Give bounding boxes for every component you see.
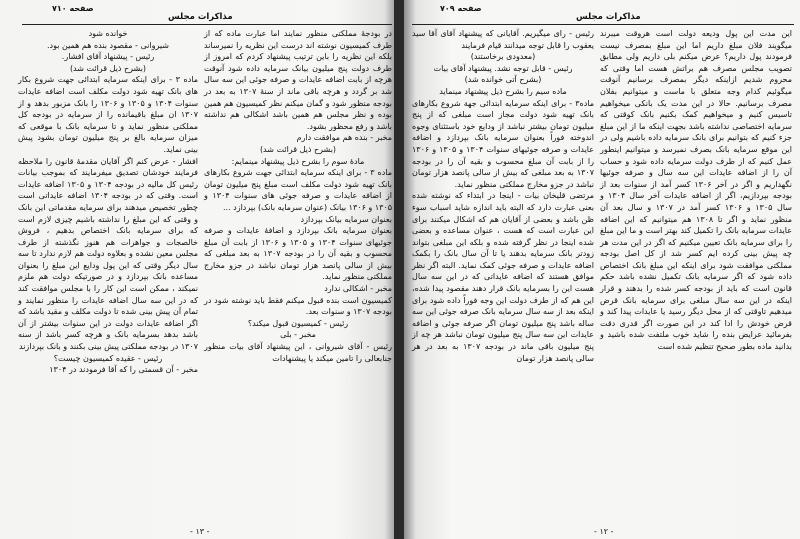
paragraph: (معدودی برخاستند)	[470, 52, 536, 62]
page-title: مذاکرات مجلس	[168, 12, 233, 22]
text-column-right	[600, 28, 792, 353]
paragraph: مرتضی قلیخان بیات - اینجا در ابتداء که نوشته شده بعنی عبارت دارد که البته باید اندازه شاید اسباب سوء ظن باشد و بعضی از آقایان هم که اشکال میکنند برای این عبارت است که هست ، عنوان مساعده و بعضی شده اینجا در نظر گرفته شده و بلکه این مبلغی بتواند زودتر بانک سرمایه بدهند یا تا آن سال بانک را بکمک اضافه عایدات و صرفه جوئی کمک نماید. البته اگر نظر موافق هستند که اضافه عایداتی که در این سه سال هست این را بسرمایه بانک قرار دهند مقصود پیدا شده، این هم که از طرف دولت این وجه فوراً داده شود برای اینکه بعد از سه سال سرمایه بانک صرفه جوئی این سه ساله باشد پنج میلیون تومان اگر صرفه جوئی و اضافه عایدات این سه سال پنج میلیون تومان نباشد هر چه از پنج میلیون باقی ماند در بودجه ۱۳۰۷ به بعد در هر سالی پانصد هزار تومان	[412, 191, 595, 363]
paragraph: این مدت این پول ودیعه دولت است هروقت میبرند میگویند فلان مبلغ داریم اما این مبلغ بمصرف نیست فرمودند پول داریم؟ عرض میکنم بلی داریم ولی مطابق تصویب مجلس مصرف هم براتش هست اما وقتی که محروم شدیم ازاینکه دیگر بمصرف برسانیم آنوقت میگوئیم کدام وجه متعلق با ماست و میتوانیم بفلان مصرف برسانیم. حالا در این مدت یک بانکی میخواهیم تاسیس کنیم و میخواهیم کمک بکنیم بانک کوقتی که سرمایه اختصاصی نداشته باشد بجهت اینکه ما از این مبلغ جزء کنیم که بتوانیم برای بانک سرمایه داده باشیم ولی در این موقع سرمایه بانک بصرف نمیرسد و میتوانیم اینطور عمل کنیم که از طرف دولت سرمایه داده شود و حساب آن را از اضافه عایدات این سه سال و صرفه جوئیها نگهداریم و اگر در آخر ۱۳۰۶ کسر آمد از سنوات بعد از بودجه بپردازیم، اگر از اضافه عایدات آخر سال ۱۳۰۴ و سال ۱۳۰۵ و ۱۳۰۶ کسر آمد در ۱۳۰۷ و سال بعد آن منظور نماید و اگر تا ۱۳۰۸ هم میتوانیم که این اضافه عایدات سرمایه بانک را تکمیل کند بهتر است و ما این مبلغ را برای سرمایه بانک تعیین میکنیم که اگر در این مدت هر چه پیش بینی کرده ایم کسر شد از کل اصل بودجه مملکتی موافقت شود برای اینکه این مبلغ بانک اختصاص داده شود که اگر سرمایه بانک تکمیل نشده باشد حکم قانون است که باید از بودجه کسر شده را بدهند و قرار اینکه در این سه سال مبلغی برای سرمایه بانک قرض میدهیم تاوقتی که از محل دیگر رسید یا عایدات پیدا کند و قرض خودش را ادا کند در این صورت اگر قدری دقت بفرمائید عرایض بنده را شاید خوب ملتفت شده باشید و بدانید ماده بطور صحیح تنظیم شده است	[600, 29, 793, 352]
paragraph: مادهٔ سوم را بشرح ذیل پیشنهاد مینمایم:	[231, 156, 365, 166]
page-footer-number: - ۱۲ -	[594, 527, 614, 536]
paragraph: بعنوان سرمایه بانک بپردازد و اضافهٔ عایدات و صرفه جوئیهای سنوات ۱۳۰۴ و ۱۳۰۵ و ۱۳۰۶ از بابت آن مبلغ محسوب و بقیه آن را در بودجه ۱۳۰۷ به بعد مبلغی که بیش از سالی پانصد هزار تومان نباشد در جزو مخارج مملکتی منظور نماید.	[204, 226, 393, 282]
text-column-left	[18, 28, 198, 376]
paragraph: مخبر - آن قسمتی را که آقا فرمودند در ۱۳۰۴	[49, 365, 198, 375]
paragraph: خوانده شود	[88, 29, 128, 38]
paragraph: (بشرح آتی خوانده شد)	[464, 75, 542, 85]
paragraph: رئیس - رای میگیریم. آقایانی که پیشنهاد آقای آقا سید یعقوب را قابل توجه میدانند قیام فرمایند	[412, 29, 594, 50]
paragraph: بعنوان سرمایه بیانک بپردازد	[300, 214, 392, 224]
paragraph: در بودجهٔ مملکتی منظور نمایند اما عبارت ماده که از طرف کمیسیون نوشته اند درست این نظریه را نمیرساند بلکه این نظریه را باین ترتیب پیشنهاد کردم که امروز از طرف دولت پنج میلیون بیانک سرمایه داده شود آنوقت هرچه از بابت اضافه عایدات و صرفه جوئی این سه سال شد بر گردد و هرچه باقی ماند از سنهٔ ۱۳۰۷ به بعد در بودجه منظور شود و گمان میکنم نظر کمیسیون هم همین بوده و نظر مجلس هم همین باشد اشکالی هم نداشته باشد و رفع محظور بشود.	[204, 29, 392, 131]
page-number-label: صفحه ۷۱۰	[52, 4, 94, 13]
text-column-left	[412, 28, 594, 364]
paragraph: مخبر - اشکالی ندارد	[324, 284, 392, 294]
page-title: مذاکرات مجلس	[576, 12, 641, 22]
paragraph: ماده ۳ - برای اینکه سرمایه ابتدائی جهت شروع بکارهای بانک تهیه شود دولت مکلف است مبلغ پنج میلیون تومان از اضافه عایدات و صرفه جوئی های سنوات ۱۳۰۴ و ۱۳۰۵ و ۱۳۰۶ بیانک (عنوان سرمایه بانک) بپردازد ...	[204, 168, 393, 212]
text-column-right	[204, 28, 392, 364]
page-footer-number: - ۱۳ -	[190, 527, 210, 536]
paragraph: ماده سیم را بشرح ذیل پیشنهاد مینماید	[439, 86, 567, 96]
paragraph: رئیس - عقیده کمیسیون چیست؟	[53, 353, 163, 363]
paragraph: شیروانی - مقصود بنده هم همین بود.	[46, 40, 169, 50]
left-page	[0, 0, 396, 539]
paragraph: مخبر - بنده هم موافقت دارم	[296, 133, 392, 143]
right-page	[404, 0, 800, 539]
paragraph: مخبر - بلی	[280, 330, 316, 340]
paragraph: رئیس - پیشنهاد آقای افشار.	[61, 52, 155, 62]
paragraph: رئیس - قابل توجه نشد. پیشنهاد آقای بیات	[433, 63, 573, 73]
paragraph: رئیس - کمیسیون قبول میکند؟	[247, 318, 349, 328]
paragraph: (بشرح ذیل قرائت شد)	[259, 144, 337, 154]
page-number-label: صفحه ۷۰۹	[440, 4, 482, 13]
paragraph: ماده۳ - برای اینکه سرمایه ابتدائی جهة شروع بکارهای بانک تهیه شود دولت مجاز است مبلغی که از پنج میلیون تومان بیشتر نباشد از ودایع خود باستثنای وجوه اندوخته فوراً بعنوان سرمایه بانک بپردازد و اضافه عایدات و صرفه جوئیهای سنوات ۱۳۰۴ و ۱۳۰۵ و ۱۳۰۶ را از بابت آن مبلغ محسوب و بقیه آن را در بودجه ۱۳۰۷ به بعد مبلغی که بیش از سالی پانصد هزار تومان نباشد در جزو مخارج مملکتی منظور نماید.	[412, 98, 595, 189]
paragraph: افشار - عرض کنم اگر آقایان مقدمهٔ قانون را ملاحظه فرمایند خودشان تصدیق میفرمایند که بموجب بیانات رئیس کل مالیه در بودجه ۱۳۰۴ و ۱۳۰۵ اضافه عایدات است. وقتی که در بودجه ۱۳۰۴ اضافه عایداتی است چطور تخصیص میدهند برای سرمایه مقدماتی این بانک و وقتی که این مبلغ را نداشته باشیم چیزی لازم است که برای سرمایه بانک اختصاص بدهیم ، فروش خالصجات و جواهرات هم هنوز نگذشته از طرف مجلس معین نشده و بعلاوه دولت هم لازم ندارد تا سه سال دیگر وقتی که این پول ودایع این مبلغ را بعنوان مساعده بانک بپردازد و در صورتیکه دولت هم ملزم نمیکند ، ممکن است این کار را با مجلس موافقت کند که در این سه سال اضافه عایدات را منظور نمایند و تمام آن پیش بینی شده تا دولت مکلف و مقید باشد که اگر اضافه عایدات دولت در این سنوات بیشتر از آن باشد بدهد بسرمایه بانک و هرچه کسر باشد از سنه ۱۳۰۷ در بودجه مملکتی پیش بینی بکنند و بانک بپردازند	[18, 156, 199, 352]
paragraph: (بشرح ذیل قرائت شد)	[69, 63, 147, 73]
paragraph: رئیس - آقای شیروانی ، این پیشنهاد آقای بیات منظور جنابعالی را تامین میکند یا پیشنهادات	[204, 342, 392, 363]
paragraph: کمیسیون است بنده قبول میکنم فقط باید نوشته شود در بودجه ۱۳۰۷ و سنوات بعد.	[204, 295, 392, 317]
paragraph: ماده ۳ - برای اینکه سرمایه ابتدائی جهت شروع بکار های بانک تهیه شود دولت مکلف است اضافه عایدات سنوات ۱۳۰۴ و ۱۳۰۵ و ۱۳۰۶ را بانک مزبور بدهد و از ۱۳۰۷ ان مبلغ باقیمانده را از سرمایه در بودجه کل مملکتی منظور نماید و تا سرمایه بانک با موقعی که میزان سرمایه بالغ بر پنج میلیون تومان بشود پیش بینی نماید.	[18, 75, 199, 154]
